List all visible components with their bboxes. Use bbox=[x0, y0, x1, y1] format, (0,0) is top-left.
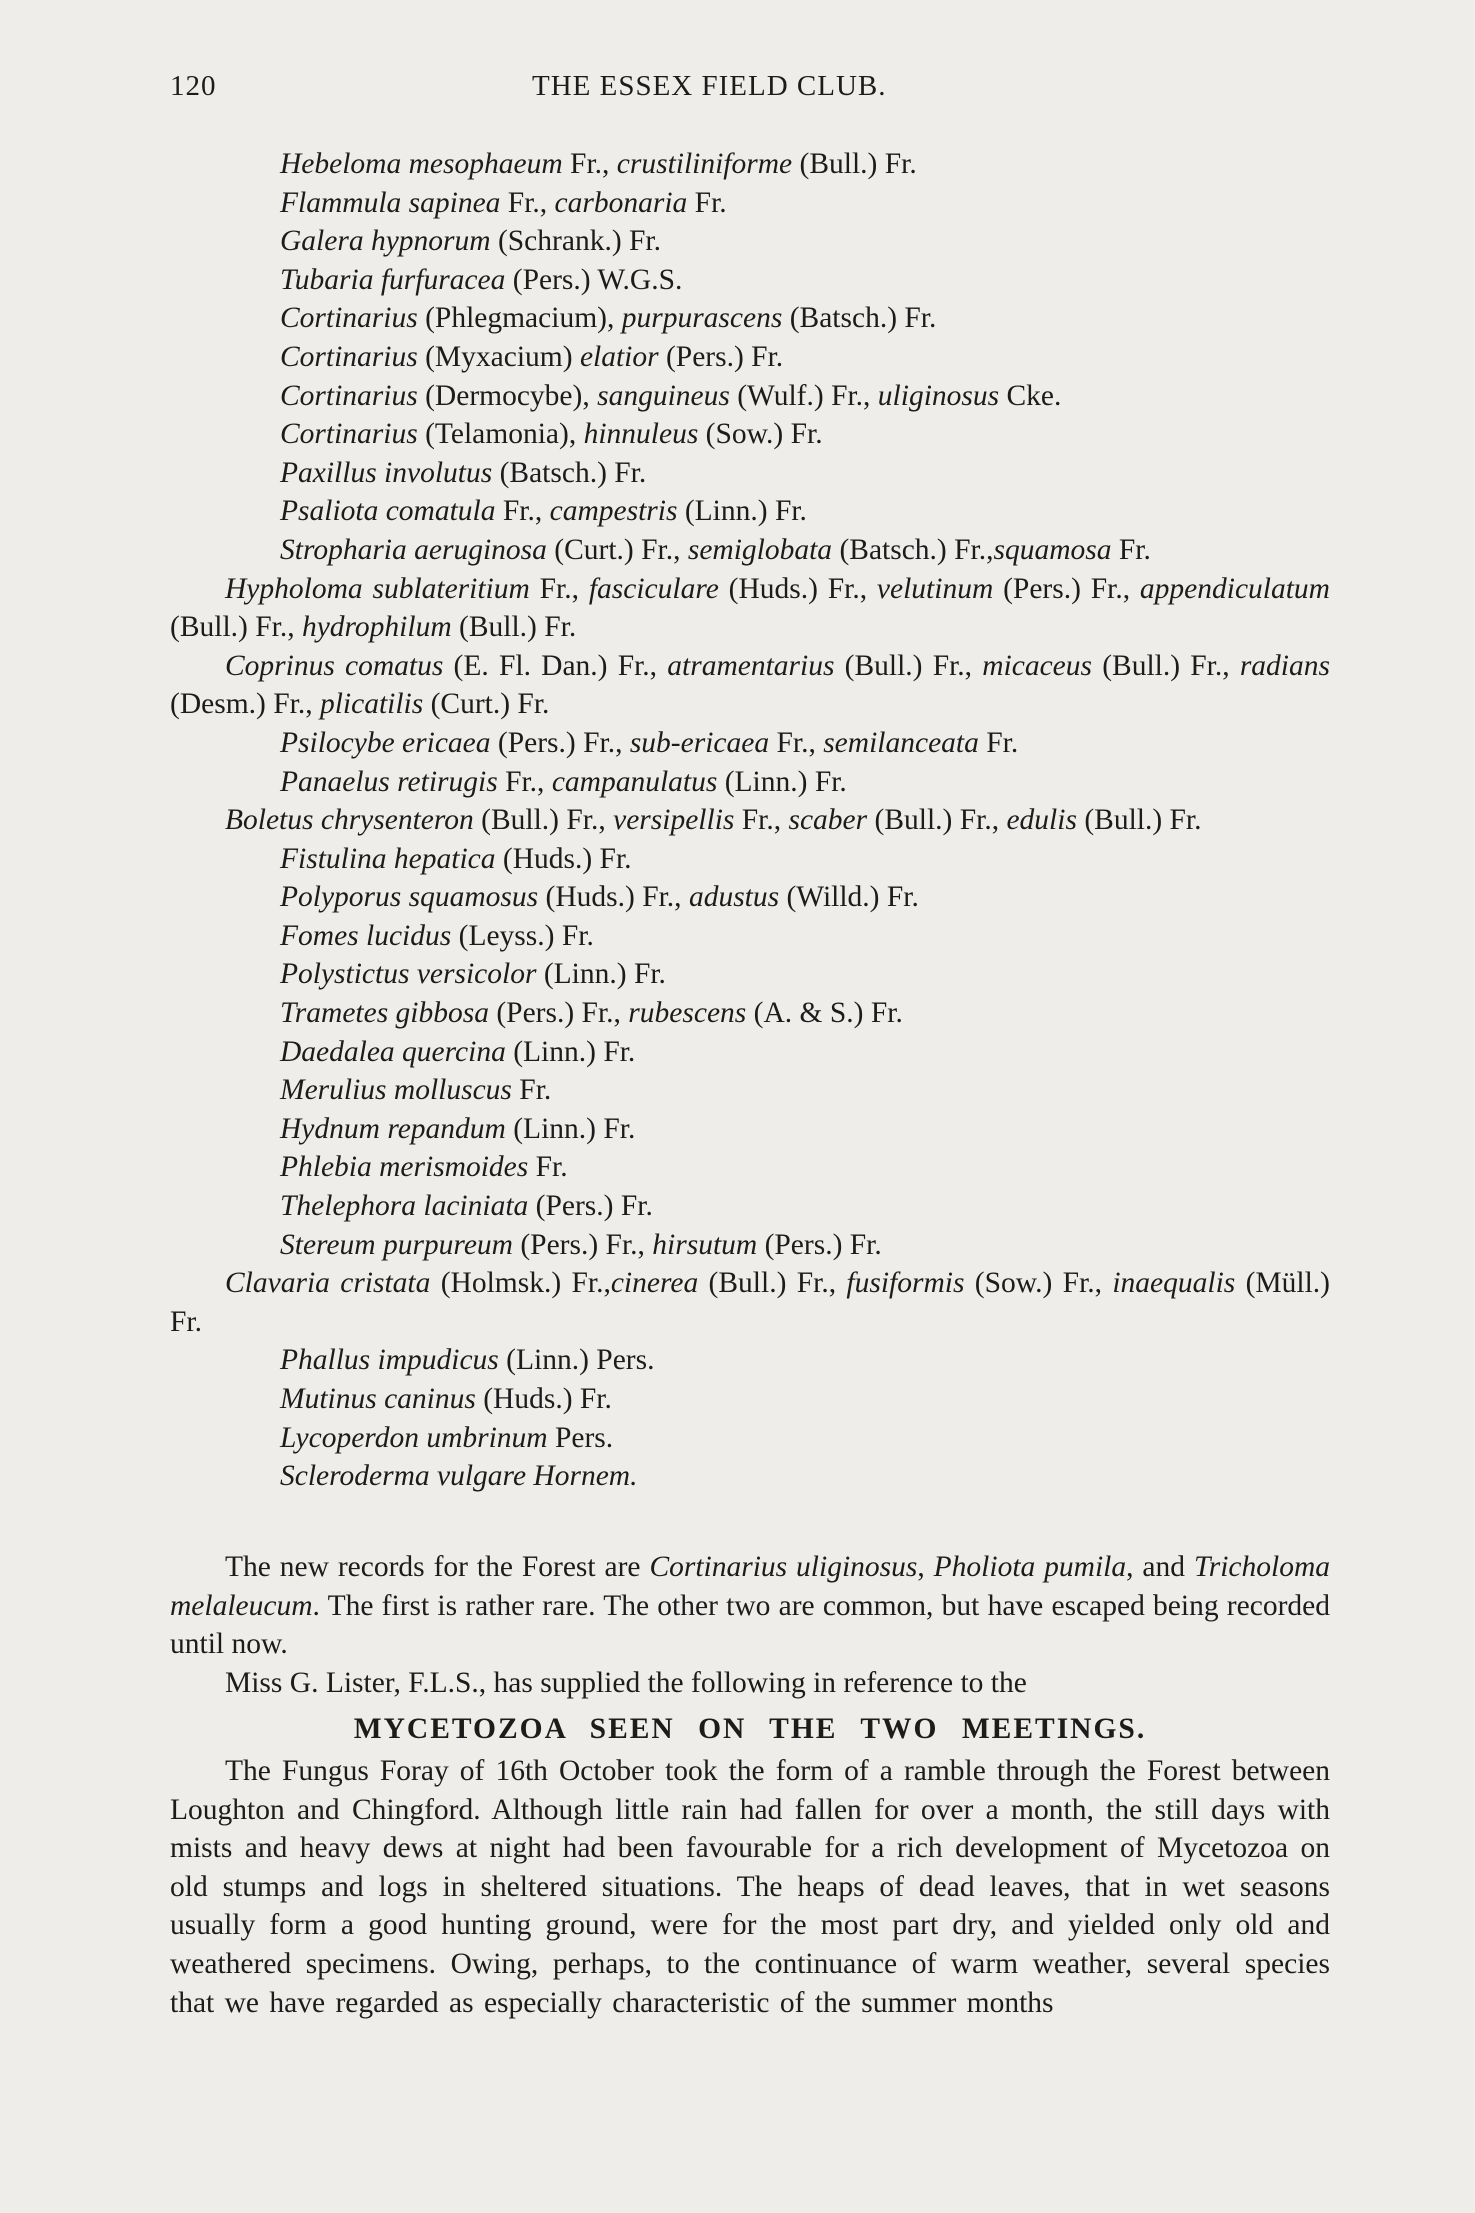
taxon-name: Thelephora laciniata bbox=[280, 1190, 529, 1223]
text-run: (Linn.) Pers. bbox=[498, 1344, 655, 1377]
text-run: (Pers.) Fr., bbox=[488, 997, 629, 1030]
species-entry bbox=[170, 1264, 1330, 1341]
paragraph-lister-intro: Miss G. Lister, F.L.S., has supplied the following in reference to the bbox=[225, 1667, 1027, 1699]
text-run: Fr. bbox=[528, 1151, 568, 1184]
species-entry bbox=[170, 1419, 1330, 1458]
species-entry bbox=[170, 1341, 1330, 1380]
taxon-name: Fomes lucidus bbox=[280, 919, 452, 952]
text-run: Fr., bbox=[562, 148, 617, 180]
species-entry-text bbox=[280, 1457, 1330, 1496]
taxon-name: Cortinarius uliginosus bbox=[649, 1551, 918, 1583]
text-run: (Bull.) Fr. bbox=[451, 611, 577, 644]
text-run: (Bull.) Fr. bbox=[1076, 804, 1202, 837]
text-run: (Pers.) Fr. bbox=[658, 340, 784, 373]
taxon-name: Polyporus squamosus bbox=[280, 881, 539, 914]
species-entry bbox=[170, 1033, 1330, 1072]
species-entry-text bbox=[280, 454, 1330, 493]
taxon-name: crustiliniforme bbox=[616, 148, 793, 180]
text-run: (Bull.) Fr., bbox=[1092, 649, 1240, 682]
text-run: (Bull.) Fr., bbox=[867, 804, 1007, 837]
text-run: , and bbox=[1126, 1551, 1194, 1583]
taxon-name: velutinum bbox=[876, 572, 994, 605]
taxon-name: Cortinarius bbox=[280, 379, 418, 412]
taxon-name: Pholiota pumila bbox=[933, 1551, 1127, 1583]
species-entry-text bbox=[280, 338, 1330, 377]
text-run: (Holmsk.) Fr., bbox=[430, 1267, 611, 1300]
text-run: (Batsch.) Fr. bbox=[782, 302, 937, 335]
species-entry-text bbox=[280, 1071, 1330, 1110]
text-run: (Bull.) Fr., bbox=[473, 804, 614, 837]
species-list bbox=[170, 145, 1330, 1496]
species-entry bbox=[170, 1226, 1330, 1265]
taxon-name: semiglobata bbox=[687, 533, 833, 566]
species-entry-text bbox=[280, 917, 1330, 956]
text-run: (Linn.) Fr. bbox=[536, 958, 666, 991]
taxon-name: Hydnum repandum bbox=[280, 1112, 506, 1145]
text-run: Fr. bbox=[1111, 533, 1151, 566]
species-entry-text bbox=[280, 1187, 1330, 1226]
species-entry-text bbox=[280, 145, 1330, 184]
running-head bbox=[170, 70, 1330, 110]
species-entry-text bbox=[280, 878, 1330, 917]
text-run: (A. & S.) Fr. bbox=[746, 997, 903, 1030]
text-run: (Pers.) Fr. bbox=[528, 1190, 653, 1223]
text-run: (Huds.) Fr., bbox=[718, 572, 877, 605]
species-entry bbox=[170, 801, 1330, 840]
taxon-name: uliginosus bbox=[877, 379, 1000, 412]
taxon-name: edulis bbox=[1006, 804, 1077, 837]
taxon-name: radians bbox=[1239, 649, 1330, 682]
species-entry bbox=[170, 994, 1330, 1033]
species-entry-text bbox=[280, 1419, 1330, 1458]
taxon-name: micaceus bbox=[982, 649, 1093, 682]
species-entry-text bbox=[280, 955, 1330, 994]
text-run: (E. Fl. Dan.) Fr., bbox=[443, 649, 668, 682]
taxon-name: Mutinus caninus bbox=[280, 1383, 476, 1415]
taxon-name: Fistulina hepatica bbox=[280, 842, 496, 875]
text-run: (Phlegmacium), bbox=[417, 302, 622, 335]
species-entry bbox=[170, 222, 1330, 261]
taxon-name: scaber bbox=[788, 804, 868, 837]
taxon-name: semilanceata bbox=[823, 726, 979, 759]
taxon-name: hirsutum bbox=[652, 1228, 758, 1261]
text-run: Fr. bbox=[687, 186, 727, 219]
taxon-name: squamosa bbox=[993, 533, 1112, 566]
species-entry bbox=[170, 531, 1330, 570]
text-run: (Curt.) Fr. bbox=[423, 688, 550, 721]
species-entry bbox=[170, 1457, 1330, 1496]
species-entry-text bbox=[170, 570, 1330, 647]
text-run: Fr., bbox=[495, 495, 550, 528]
taxon-name: rubescens bbox=[628, 997, 747, 1030]
text-run: (Müll.) Fr. bbox=[170, 1267, 1330, 1338]
taxon-name: fasciculare bbox=[588, 572, 719, 605]
taxon-name: Cortinarius bbox=[280, 418, 418, 451]
text-run: (Wulf.) Fr., bbox=[729, 379, 878, 412]
text-run: (Huds.) Fr. bbox=[495, 842, 632, 875]
text-run: Pers. bbox=[547, 1421, 614, 1454]
species-entry-text bbox=[280, 1033, 1330, 1072]
taxon-name: fusiformis bbox=[846, 1267, 965, 1300]
species-entry-text bbox=[280, 763, 1330, 802]
taxon-name: campestris bbox=[549, 495, 678, 528]
taxon-name: Stropharia aeruginosa bbox=[280, 533, 547, 566]
text-run: (Pers.) Fr. bbox=[757, 1228, 882, 1261]
taxon-name: Psilocybe ericaea bbox=[280, 726, 491, 759]
text-run: Fr. bbox=[511, 1074, 552, 1107]
taxon-name: Clavaria cristata bbox=[225, 1267, 431, 1300]
species-entry-text bbox=[280, 531, 1330, 570]
taxon-name: Cortinarius bbox=[280, 340, 418, 373]
text-run: (Pers.) Fr., bbox=[993, 572, 1140, 605]
species-entry-text bbox=[280, 261, 1330, 300]
text-run: (Curt.) Fr., bbox=[546, 533, 688, 566]
species-entry bbox=[170, 917, 1330, 956]
text-run: (Pers.) W.G.S. bbox=[505, 263, 683, 296]
text-run: (Batsch.) Fr. bbox=[492, 456, 647, 489]
text-run: Fr., bbox=[734, 804, 789, 837]
species-entry bbox=[170, 763, 1330, 802]
species-entry bbox=[170, 184, 1330, 223]
taxon-name: Phlebia merismoides bbox=[280, 1151, 529, 1184]
species-entry bbox=[170, 1380, 1330, 1419]
text-run: Fr., bbox=[529, 572, 589, 605]
text-run: (Sow.) Fr., bbox=[964, 1267, 1113, 1300]
taxon-name: sub-ericaea bbox=[629, 726, 770, 759]
text-run: (Sow.) Fr. bbox=[698, 418, 823, 451]
species-entry bbox=[170, 647, 1330, 724]
taxon-name: Lycoperdon umbrinum bbox=[280, 1421, 548, 1454]
species-entry-text bbox=[170, 801, 1330, 840]
species-entry bbox=[170, 1148, 1330, 1187]
paragraph-new-records bbox=[170, 1548, 1330, 1664]
taxon-name: inaequalis bbox=[1112, 1267, 1236, 1300]
text-run: The new records for the Forest are bbox=[225, 1551, 650, 1583]
species-entry-text bbox=[280, 299, 1330, 338]
text-run: (Linn.) Fr. bbox=[717, 765, 847, 798]
text-run: (Desm.) Fr., bbox=[170, 688, 320, 721]
taxon-name: Flammula sapinea bbox=[280, 186, 501, 219]
taxon-name: Trametes gibbosa bbox=[280, 997, 489, 1030]
species-entry bbox=[170, 415, 1330, 454]
species-entry bbox=[170, 377, 1330, 416]
species-entry bbox=[170, 454, 1330, 493]
species-entry bbox=[170, 840, 1330, 879]
taxon-name: atramentarius bbox=[667, 649, 835, 682]
taxon-name: cinerea bbox=[610, 1267, 699, 1300]
species-entry bbox=[170, 1071, 1330, 1110]
taxon-name: purpurascens bbox=[621, 302, 783, 335]
taxon-name: Hypholoma sublateritium bbox=[225, 572, 530, 605]
text-run: (Dermocybe), bbox=[417, 379, 598, 412]
text-run: (Huds.) Fr., bbox=[538, 881, 689, 914]
species-entry-text bbox=[280, 1380, 1330, 1419]
taxon-name: Hebeloma mesophaeum bbox=[280, 148, 563, 180]
taxon-name: adustus bbox=[688, 881, 780, 914]
taxon-name: hinnuleus bbox=[583, 418, 699, 451]
text-run: (Leyss.) Fr. bbox=[451, 919, 594, 952]
text-run: (Pers.) Fr., bbox=[512, 1228, 653, 1261]
text-run: (Linn.) Fr. bbox=[505, 1035, 636, 1068]
species-entry-text bbox=[280, 724, 1330, 763]
taxon-name: Psaliota comatula bbox=[280, 495, 496, 528]
taxon-name: Boletus chrysenteron bbox=[225, 804, 474, 837]
species-entry bbox=[170, 724, 1330, 763]
species-entry-text bbox=[280, 1148, 1330, 1187]
taxon-name: appendiculatum bbox=[1139, 572, 1330, 605]
species-entry bbox=[170, 338, 1330, 377]
text-run: (Bull.) Fr., bbox=[698, 1267, 847, 1300]
taxon-name: Daedalea quercina bbox=[280, 1035, 506, 1068]
species-entry bbox=[170, 492, 1330, 531]
text-run: (Bull.) Fr., bbox=[834, 649, 983, 682]
species-entry bbox=[170, 261, 1330, 300]
species-entry bbox=[170, 145, 1330, 184]
species-entry bbox=[170, 878, 1330, 917]
taxon-name: hydrophilum bbox=[301, 611, 452, 644]
species-entry-text bbox=[280, 492, 1330, 531]
taxon-name: elatior bbox=[579, 340, 659, 373]
species-entry-text bbox=[280, 1226, 1330, 1265]
section-heading-mycetozoa: MYCETOZOA SEEN ON THE TWO MEETINGS. bbox=[353, 1713, 1147, 1745]
species-entry-text bbox=[280, 840, 1330, 879]
text-run: (Batsch.) Fr., bbox=[832, 533, 994, 566]
text-run: (Bull.) Fr. bbox=[792, 148, 917, 180]
text-run: Fr., bbox=[500, 186, 555, 219]
running-title: THE ESSEX FIELD CLUB. bbox=[532, 70, 887, 102]
species-entry bbox=[170, 955, 1330, 994]
species-entry-text bbox=[170, 1264, 1330, 1341]
taxon-name: Polystictus versicolor bbox=[280, 958, 537, 991]
text-run: (Telamonia), bbox=[417, 418, 584, 451]
text-run: Fr., bbox=[769, 726, 824, 759]
taxon-name: Scleroderma vulgare Hornem. bbox=[280, 1460, 638, 1493]
text-run: (Bull.) Fr., bbox=[170, 611, 302, 644]
taxon-name: Galera hypnorum bbox=[280, 225, 491, 258]
taxon-name: versipellis bbox=[613, 804, 735, 837]
taxon-name: Tricholoma melaleucum bbox=[170, 1551, 1331, 1622]
text-run: , bbox=[917, 1551, 934, 1583]
species-entry-text bbox=[280, 184, 1330, 223]
text-run: (Linn.) Fr. bbox=[677, 495, 807, 528]
text-run: (Pers.) Fr., bbox=[490, 726, 630, 759]
taxon-name: Stereum purpureum bbox=[280, 1228, 513, 1261]
text-run: (Linn.) Fr. bbox=[505, 1112, 636, 1145]
species-entry bbox=[170, 570, 1330, 647]
taxon-name: Coprinus comatus bbox=[225, 649, 444, 682]
taxon-name: Panaelus retirugis bbox=[280, 765, 498, 798]
species-entry bbox=[170, 299, 1330, 338]
taxon-name: Phallus impudicus bbox=[280, 1344, 499, 1377]
taxon-name: Paxillus involutus bbox=[280, 456, 493, 489]
taxon-name: Cortinarius bbox=[280, 302, 418, 335]
text-run: (Willd.) Fr. bbox=[779, 881, 919, 914]
text-run: . The first is rather rare. The other two are common, but have escaped being recorded until now. bbox=[170, 1589, 1330, 1661]
taxon-name: sanguineus bbox=[597, 379, 730, 412]
species-entry-text bbox=[280, 415, 1330, 454]
species-entry-text bbox=[170, 647, 1330, 724]
page-number: 120 bbox=[170, 70, 217, 102]
paragraph-fungus-foray: The Fungus Foray of 16th October took the form of a ramble through the Forest between Loughton and Chingford. Although little rain had fallen for over a month, the still days with mists and heavy dews at night had been favourable for a rich development of Mycetozoa on old stumps and logs in sheltered situations. The heaps of dead leaves, that in wet seasons usually form a good hunting ground, were for the most part dry, and yielded only old and weathered specimens. Owing, perhaps, to the continuance of warm weather, several species that we have regarded as especially characteristic of the summer months bbox=[170, 1755, 1330, 2019]
species-entry bbox=[170, 1110, 1330, 1149]
text-run: (Huds.) Fr. bbox=[475, 1383, 612, 1415]
text-run: (Schrank.) Fr. bbox=[490, 225, 661, 258]
species-entry-text bbox=[280, 222, 1330, 261]
species-entry bbox=[170, 1187, 1330, 1226]
taxon-name: Merulius molluscus bbox=[280, 1074, 512, 1107]
species-entry-text bbox=[280, 994, 1330, 1033]
species-entry-text bbox=[280, 1341, 1330, 1380]
taxon-name: plicatilis bbox=[319, 688, 424, 721]
taxon-name: campanulatus bbox=[551, 765, 718, 798]
text-run: Fr. bbox=[978, 726, 1019, 759]
taxon-name: carbonaria bbox=[554, 186, 688, 219]
species-entry-text bbox=[280, 1110, 1330, 1149]
text-run: Cke. bbox=[999, 379, 1062, 412]
species-entry-text bbox=[280, 377, 1330, 416]
text-run: (Myxacium) bbox=[417, 340, 580, 373]
text-run: Fr., bbox=[497, 765, 552, 798]
taxon-name: Tubaria furfuracea bbox=[280, 263, 506, 296]
